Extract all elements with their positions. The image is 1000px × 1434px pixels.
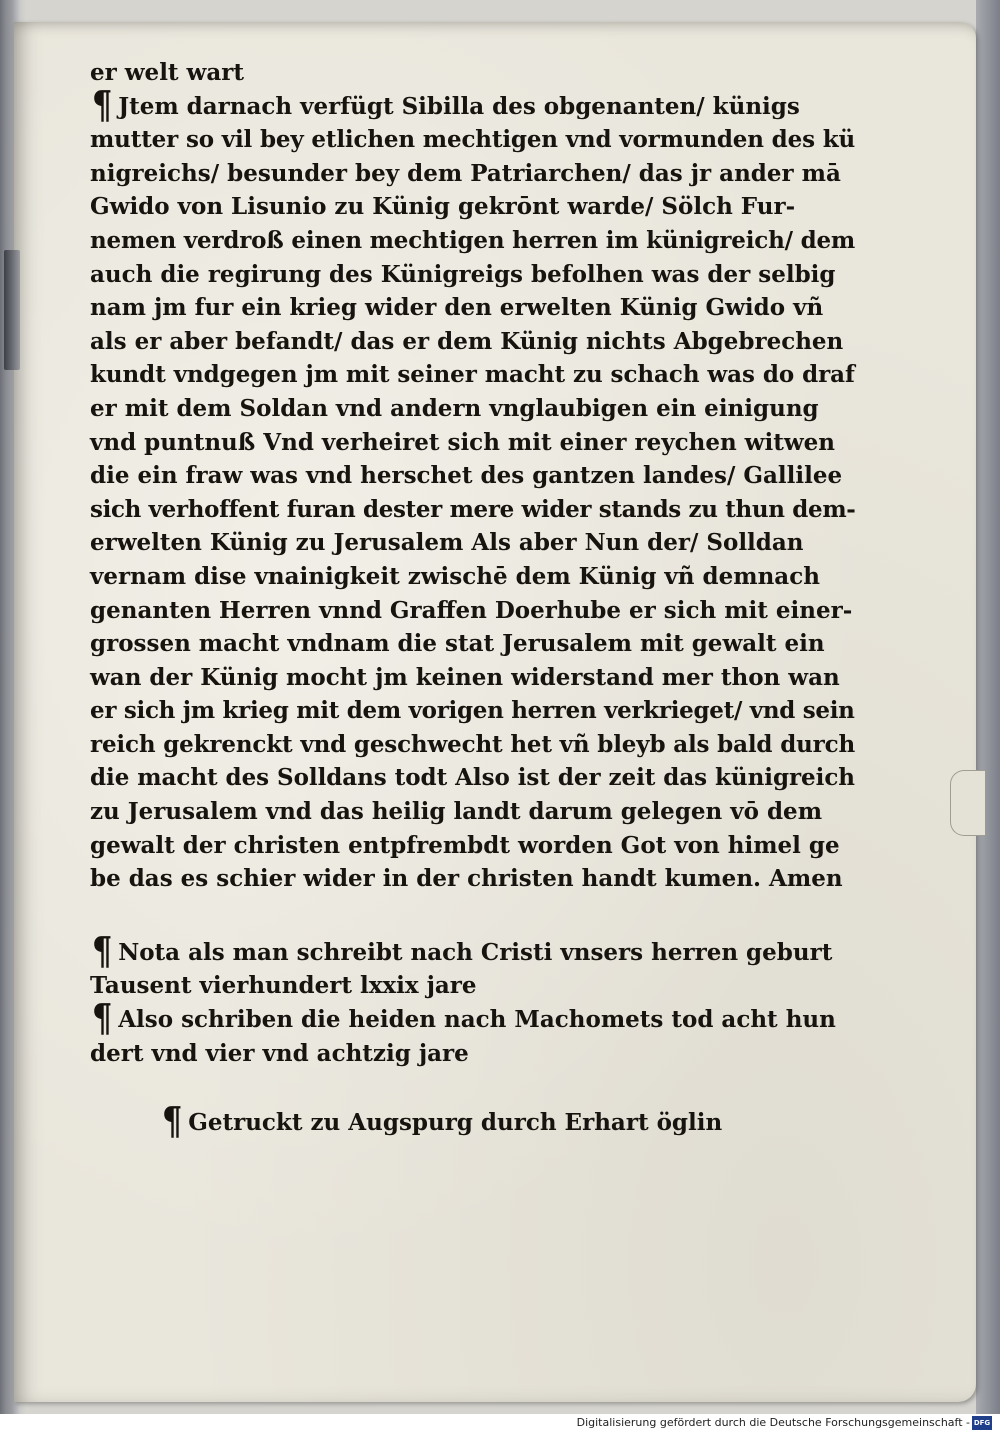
text-line: dert vnd vier vnd achtzig jare [90, 1039, 469, 1067]
text-line: sich verhoffent furan dester mere wider stands zu thun dem- [90, 495, 856, 523]
header-line: er welt wart [90, 59, 245, 86]
text-line: genanten Herren vnnd Graffen Doerhube er sich mit einer- [90, 596, 853, 624]
text-line: vnd puntnuß Vnd verheiret sich mit einer reychen witwen [90, 428, 835, 456]
text-line: ¶ Also schriben die heiden nach Machomets tod acht hun [91, 995, 836, 1041]
paragraph-gap [90, 896, 850, 936]
page-tab [950, 770, 985, 836]
text-line: kundt vndgegen jm mit seiner macht zu schach was do draf [90, 361, 855, 389]
text-line: grossen macht vndnam die stat Jerusalem mit gewalt ein [90, 630, 825, 658]
text-line: Gwido von Lisunio zu Künig gekrōnt warde/ Sölch Fur- [90, 193, 796, 221]
page-text [90, 56, 856, 1070]
text-line: zu Jerusalem vnd das heilig landt darum gelegen vō dem [90, 798, 823, 826]
text-line: gewalt der christen entpfrembdt worden Got von himel ge [90, 831, 840, 859]
funding-notice: Digitalisierung gefördert durch die Deutsche Forschungsgemeinschaft - [576, 1416, 970, 1429]
text-line: vernam dise vnainigkeit zwischē dem Künig vñ demnach [90, 562, 820, 590]
text-line: ¶ Jtem darnach verfügt Sibilla des obgenanten/ künigs [91, 81, 800, 127]
text-line: be das es schier wider in der christen handt kumen. Amen [90, 865, 843, 893]
text-line: auch die regirung des Künigreigs befolhen was der selbig [90, 260, 836, 288]
binding-clip [4, 250, 20, 370]
dfg-logo-icon: DFG [972, 1416, 992, 1430]
text-line: die macht des Solldans todt Also ist der zeit das künigreich [90, 764, 855, 792]
text-line: nigreichs/ besunder bey dem Patriarchen/ das jr ander mā [90, 159, 841, 187]
text-line: Tausent vierhundert lxxix jare [90, 972, 477, 1000]
text-line: reich gekrenckt vnd geschwecht het vñ bleyb als bald durch [90, 730, 856, 758]
paragraph-mark-icon: ¶ [161, 1098, 183, 1143]
paragraph-2 [90, 927, 850, 1003]
text-line: ¶ Nota als man schreibt nach Cristi vnsers herren geburt [91, 927, 833, 973]
colophon: ¶ Getruckt zu Augspurg durch Erhart öglin [161, 1098, 723, 1143]
paragraph-mark-icon: ¶ [91, 927, 113, 973]
text-line: er mit dem Soldan vnd andern vnglaubigen ein einigung [90, 394, 819, 422]
text-line: nam jm fur ein krieg wider den erwelten Künig Gwido vñ [90, 294, 824, 322]
paragraph-1 [90, 81, 856, 896]
text-line: wan der Künig mocht jm keinen widerstand mer thon wan [90, 663, 840, 691]
text-line: mutter so vil bey etlichen mechtigen vnd vormunden des kü [90, 126, 856, 154]
text-line: erwelten Künig zu Jerusalem Als aber Nun der/ Solldan [90, 529, 804, 557]
paragraph-mark-icon: ¶ [91, 81, 113, 127]
text-line: als er aber befandt/ das er dem Künig nichts Abgebrechen [90, 327, 844, 355]
text-line: die ein fraw was vnd herschet des gantzen landes/ Gallilee [90, 462, 843, 490]
paragraph-mark-icon: ¶ [91, 995, 113, 1041]
text-line: er sich jm krieg mit dem vorigen herren verkrieget/ vnd sein [90, 697, 855, 725]
text-line: nemen verdroß einen mechtigen herren im künigreich/ dem [90, 226, 856, 254]
paragraph-3 [90, 995, 850, 1070]
